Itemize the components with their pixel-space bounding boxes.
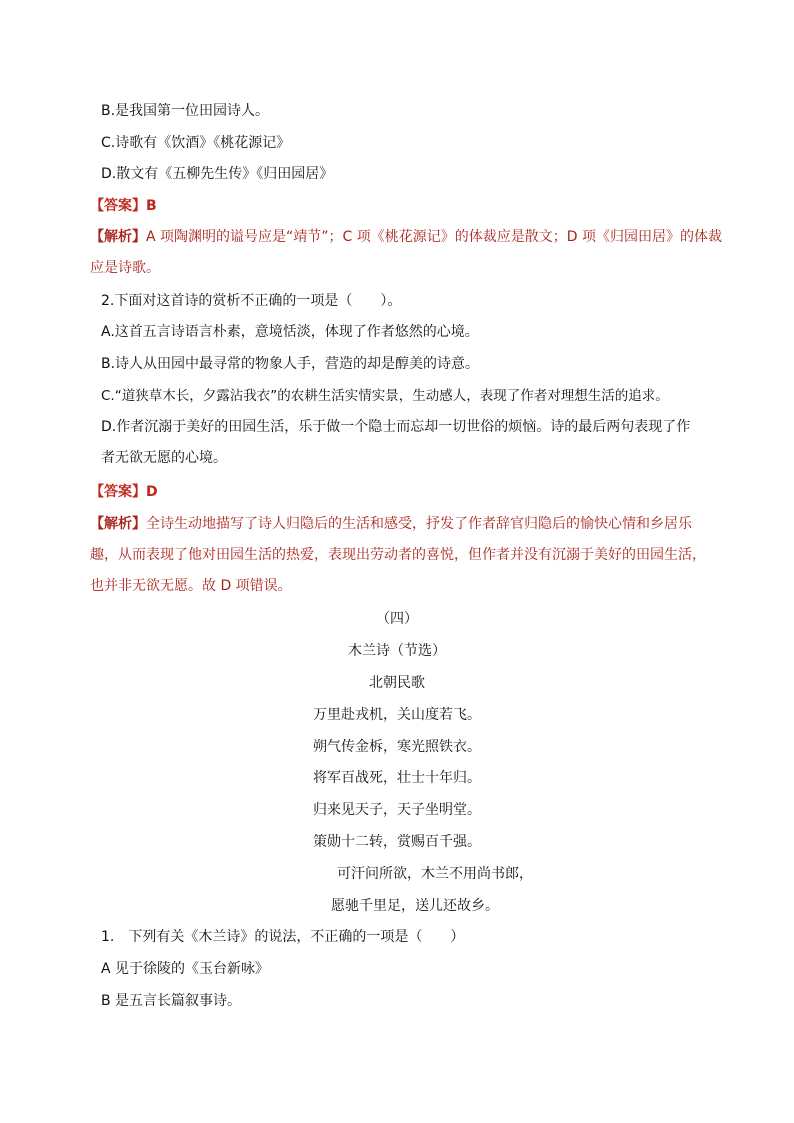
q1-analysis bbox=[90, 222, 730, 284]
q2-option-c: C.“道狭草木长，夕露沾我衣”的农耕生活实情实景，生动感人，表现了作者对理想生活的追求。 bbox=[101, 388, 669, 404]
poem-line: 可汗问所欲，木兰不用尚书郎， bbox=[337, 866, 533, 882]
q2-analysis bbox=[90, 509, 710, 602]
q2-option-b: B.诗人从田园中最寻常的物象人手，营造的却是醇美的诗意。 bbox=[101, 356, 480, 372]
analysis-label: 【解析】 bbox=[90, 516, 146, 532]
question-number: 1. bbox=[101, 929, 115, 945]
question-text: 下列有关《木兰诗》的说法，不正确的一项是（ ） bbox=[128, 929, 465, 945]
q1-option-b: B.是我国第一位田园诗人。 bbox=[101, 103, 270, 119]
q3-question bbox=[101, 927, 464, 947]
q1-option-d: D.散文有《五柳先生传》《归田园居》 bbox=[101, 166, 334, 182]
answer-label: 【答案】 bbox=[90, 198, 146, 214]
poem-line: 愿驰千里足，送儿还故乡。 bbox=[331, 898, 499, 914]
poem-line: 策勋十二转，赏赐百千强。 bbox=[313, 834, 481, 850]
poem-line: 万里赴戎机，关山度若飞。 bbox=[313, 707, 481, 723]
analysis-text: A 项陶渊明的谥号应是“靖节”；C 项《桃花源记》的体裁应是散文；D 项《归园田居》的体裁应是诗歌。 bbox=[90, 229, 722, 276]
answer-value: B bbox=[146, 198, 157, 214]
poem-author: 北朝民歌 bbox=[369, 675, 425, 691]
analysis-label: 【解析】 bbox=[90, 229, 146, 245]
q2-question: 2.下面对这首诗的赏析不正确的一项是（ ）。 bbox=[101, 293, 402, 309]
q2-option-a: A.这首五言诗语言朴素，意境恬淡，体现了作者悠然的心境。 bbox=[101, 324, 479, 340]
poem-line: 将军百战死，壮士十年归。 bbox=[313, 770, 481, 786]
section-number: （四） bbox=[376, 611, 418, 627]
poem-line: 朔气传金柝，寒光照铁衣。 bbox=[313, 739, 481, 755]
answer-label: 【答案】 bbox=[90, 484, 146, 500]
q1-option-c: C.诗歌有《饮酒》《桃花源记》 bbox=[101, 135, 291, 151]
poem-line: 归来见天子，天子坐明堂。 bbox=[313, 802, 481, 818]
q2-answer bbox=[90, 482, 158, 502]
q3-option-a: A 见于徐陵的《玉台新咏》 bbox=[101, 961, 270, 977]
answer-value: D bbox=[146, 484, 158, 500]
poem-title: 木兰诗（节选） bbox=[348, 643, 446, 659]
analysis-text: 全诗生动地描写了诗人归隐后的生活和感受，抒发了作者辞官归隐后的愉快心情和乡居乐趣，从而表现了他对田园生活的热爱，表现出劳动者的喜悦，但作者并没有沉溺于美好的田园生活，也并非无欲无愿。故 D 项错误。 bbox=[90, 516, 706, 594]
q1-answer bbox=[90, 196, 157, 216]
q3-option-b: B 是五言长篇叙事诗。 bbox=[101, 993, 242, 1009]
q2-option-d: D.作者沉溺于美好的田园生活，乐于做一个隐士而忘却一切世俗的烦恼。诗的最后两句表现了作者无欲无愿的心境。 bbox=[101, 419, 691, 466]
